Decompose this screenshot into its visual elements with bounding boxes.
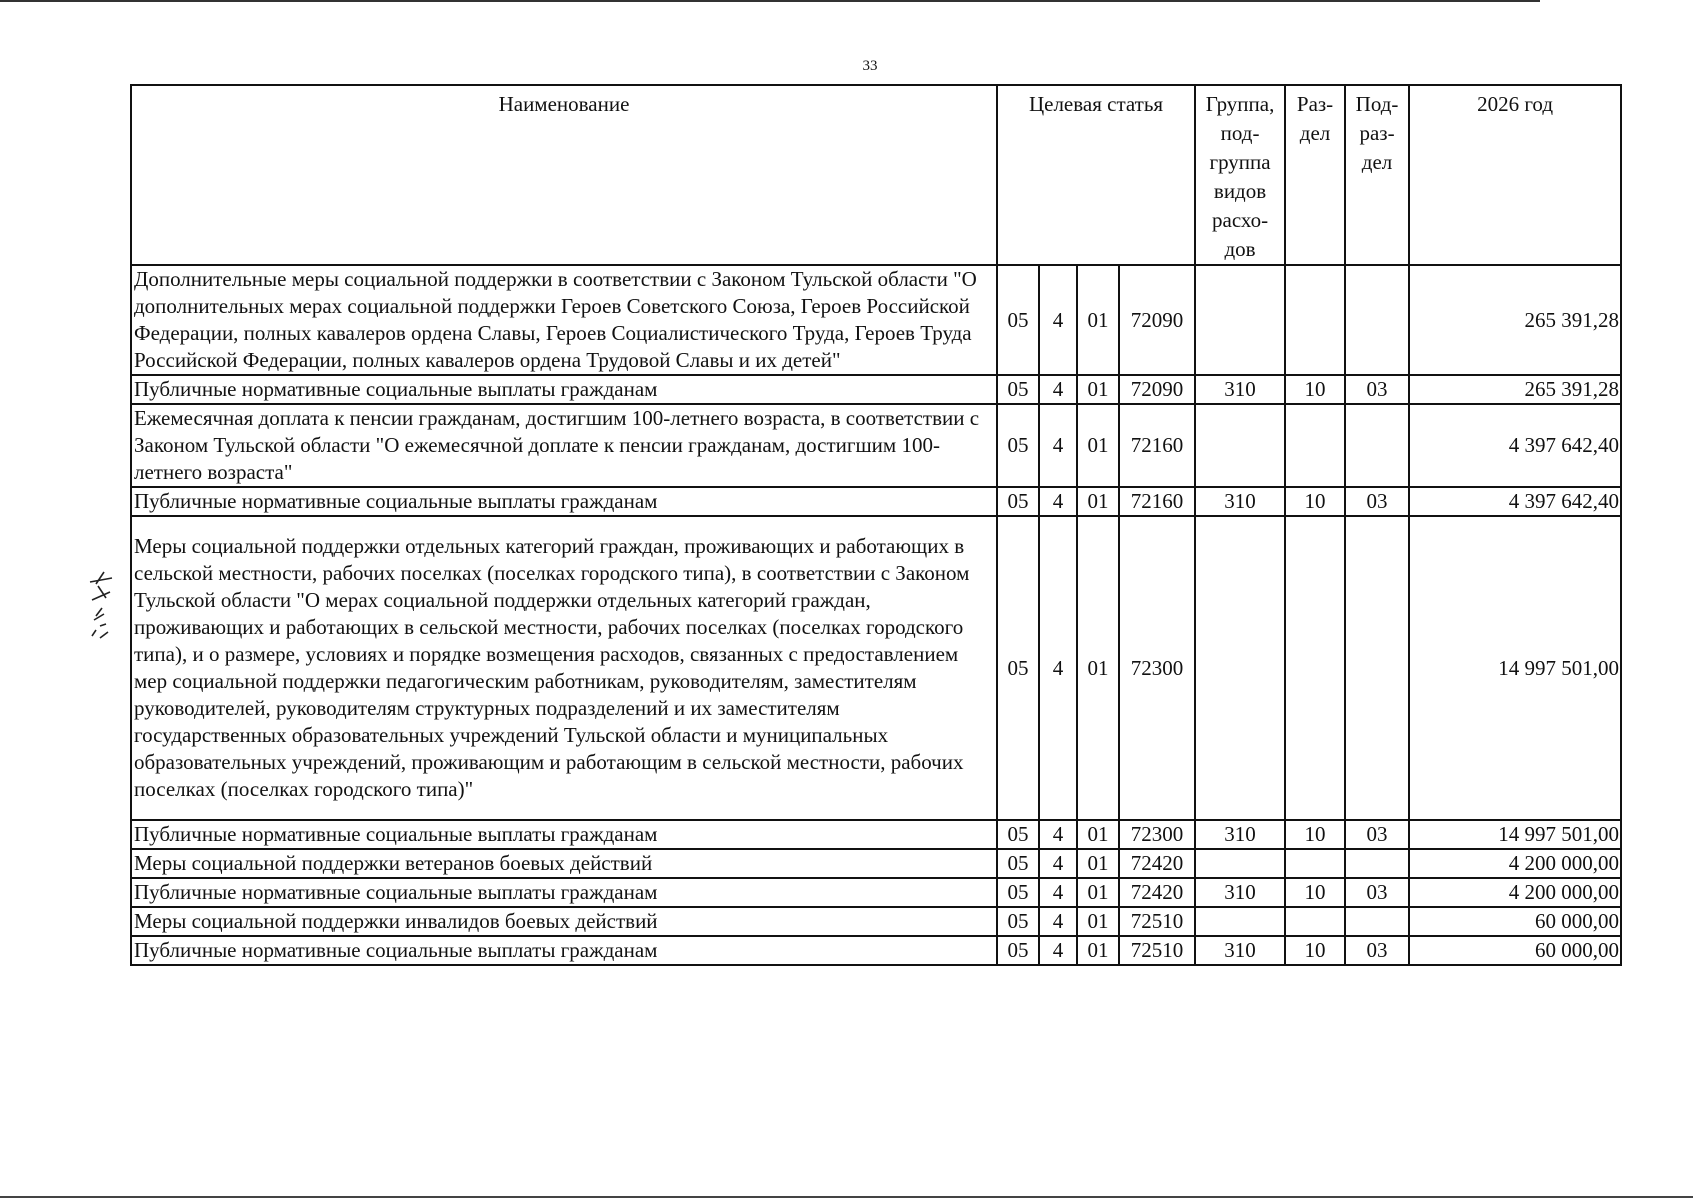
row-section: 10	[1285, 878, 1345, 907]
table-row	[131, 404, 1621, 487]
row-code-type: 4	[1039, 404, 1077, 487]
header-subsection: Под-раз-дел	[1345, 85, 1409, 265]
row-section: 10	[1285, 936, 1345, 965]
row-expense-group	[1195, 516, 1285, 820]
row-subsection: 03	[1345, 375, 1409, 404]
header-name: Наименование	[131, 85, 997, 265]
row-section	[1285, 849, 1345, 878]
row-code-program: 05	[997, 849, 1039, 878]
row-section: 10	[1285, 487, 1345, 516]
row-name: Публичные нормативные социальные выплаты гражданам	[131, 878, 997, 907]
row-expense-group	[1195, 849, 1285, 878]
table-row	[131, 936, 1621, 965]
row-code-type: 4	[1039, 487, 1077, 516]
row-amount: 265 391,28	[1409, 265, 1621, 375]
row-section	[1285, 907, 1345, 936]
row-amount: 14 997 501,00	[1409, 820, 1621, 849]
row-code-direction: 72160	[1119, 487, 1195, 516]
row-expense-group	[1195, 404, 1285, 487]
row-subsection	[1345, 404, 1409, 487]
budget-sheet	[130, 84, 1620, 966]
row-subsection	[1345, 907, 1409, 936]
handwritten-initials-mark	[84, 568, 118, 646]
row-amount: 4 397 642,40	[1409, 404, 1621, 487]
row-code-type: 4	[1039, 907, 1077, 936]
row-amount: 4 200 000,00	[1409, 849, 1621, 878]
table-row	[131, 849, 1621, 878]
row-code-direction: 72300	[1119, 820, 1195, 849]
table-row	[131, 516, 1621, 820]
row-expense-group: 310	[1195, 936, 1285, 965]
row-amount: 60 000,00	[1409, 907, 1621, 936]
row-code-direction: 72420	[1119, 878, 1195, 907]
row-code-subprogram: 01	[1077, 820, 1119, 849]
row-name: Дополнительные меры социальной поддержки в соответствии с Законом Тульской области "О дополнительных мерах социальной поддержки Героев Советского Союза, Героев Российской Федерации, полных кавалеров ордена Славы, Героев Социалистического Труда, Героев Труда Российской Федерации, полных кавалеров ордена Трудовой Славы и их детей"	[131, 265, 997, 375]
header-section: Раз-дел	[1285, 85, 1345, 265]
row-code-program: 05	[997, 878, 1039, 907]
row-code-type: 4	[1039, 516, 1077, 820]
row-code-program: 05	[997, 375, 1039, 404]
table-row	[131, 265, 1621, 375]
scan-edge-top	[0, 0, 1540, 2]
row-code-direction: 72510	[1119, 936, 1195, 965]
header-year-2026: 2026 год	[1409, 85, 1621, 265]
row-amount: 60 000,00	[1409, 936, 1621, 965]
row-amount: 4 397 642,40	[1409, 487, 1621, 516]
row-code-direction: 72090	[1119, 265, 1195, 375]
row-code-subprogram: 01	[1077, 878, 1119, 907]
row-code-subprogram: 01	[1077, 936, 1119, 965]
row-expense-group: 310	[1195, 878, 1285, 907]
row-section: 10	[1285, 375, 1345, 404]
row-amount: 14 997 501,00	[1409, 516, 1621, 820]
row-code-program: 05	[997, 404, 1039, 487]
row-code-type: 4	[1039, 936, 1077, 965]
row-code-program: 05	[997, 907, 1039, 936]
row-subsection: 03	[1345, 936, 1409, 965]
header-expense-group: Группа, под-группа видов расхо-дов	[1195, 85, 1285, 265]
row-code-program: 05	[997, 265, 1039, 375]
table-row	[131, 820, 1621, 849]
row-subsection	[1345, 516, 1409, 820]
row-name: Публичные нормативные социальные выплаты гражданам	[131, 820, 997, 849]
row-section	[1285, 404, 1345, 487]
row-name: Ежемесячная доплата к пенсии гражданам, достигшим 100-летнего возраста, в соответствии с Законом Тульской области "О ежемесячной доплате к пенсии гражданам, достигшим 100-летнего возраста"	[131, 404, 997, 487]
row-subsection	[1345, 265, 1409, 375]
row-code-subprogram: 01	[1077, 265, 1119, 375]
row-code-subprogram: 01	[1077, 849, 1119, 878]
row-code-direction: 72160	[1119, 404, 1195, 487]
page-number: 33	[862, 58, 878, 74]
table-row	[131, 487, 1621, 516]
row-code-type: 4	[1039, 849, 1077, 878]
row-expense-group: 310	[1195, 820, 1285, 849]
row-amount: 4 200 000,00	[1409, 878, 1621, 907]
row-name: Меры социальной поддержки ветеранов боевых действий	[131, 849, 997, 878]
row-name: Публичные нормативные социальные выплаты гражданам	[131, 375, 997, 404]
table-row	[131, 878, 1621, 907]
row-expense-group	[1195, 907, 1285, 936]
row-code-type: 4	[1039, 265, 1077, 375]
row-code-subprogram: 01	[1077, 404, 1119, 487]
scan-edge-bottom	[0, 1196, 1693, 1198]
row-expense-group	[1195, 265, 1285, 375]
row-name: Публичные нормативные социальные выплаты гражданам	[131, 487, 997, 516]
row-code-subprogram: 01	[1077, 516, 1119, 820]
row-code-direction: 72510	[1119, 907, 1195, 936]
row-subsection	[1345, 849, 1409, 878]
row-code-type: 4	[1039, 878, 1077, 907]
row-code-subprogram: 01	[1077, 487, 1119, 516]
row-code-direction: 72300	[1119, 516, 1195, 820]
row-subsection: 03	[1345, 878, 1409, 907]
row-name: Меры социальной поддержки инвалидов боевых действий	[131, 907, 997, 936]
row-code-subprogram: 01	[1077, 907, 1119, 936]
table-row	[131, 375, 1621, 404]
row-section	[1285, 265, 1345, 375]
row-section	[1285, 516, 1345, 820]
row-name: Публичные нормативные социальные выплаты гражданам	[131, 936, 997, 965]
row-subsection: 03	[1345, 820, 1409, 849]
table-header-row	[131, 85, 1621, 265]
row-expense-group: 310	[1195, 375, 1285, 404]
row-section: 10	[1285, 820, 1345, 849]
row-code-subprogram: 01	[1077, 375, 1119, 404]
row-subsection: 03	[1345, 487, 1409, 516]
header-target-article: Целевая статья	[997, 85, 1195, 265]
row-code-program: 05	[997, 516, 1039, 820]
row-expense-group: 310	[1195, 487, 1285, 516]
row-code-direction: 72090	[1119, 375, 1195, 404]
row-code-program: 05	[997, 487, 1039, 516]
table-row	[131, 907, 1621, 936]
row-code-direction: 72420	[1119, 849, 1195, 878]
row-name: Меры социальной поддержки отдельных категорий граждан, проживающих и работающих в сельской местности, рабочих поселках (поселках городского типа), в соответствии с Законом Тульской области "О мерах социальной поддержки отдельных категорий граждан, проживающих и работающих в сельской местности, рабочих поселках (поселках городского типа), и о размере, условиях и порядке возмещения расходов, связанных с предоставлением мер социальной поддержки педагогическим работникам, руководителям, заместителям руководителей, руководителям структурных подразделений и их заместителям государственных образовательных учреждений Тульской области и муниципальных образовательных учреждений, проживающим и работающим в сельской местности, рабочих поселках (поселках городского типа)"	[131, 516, 997, 820]
row-code-program: 05	[997, 820, 1039, 849]
budget-table	[130, 84, 1622, 966]
row-code-type: 4	[1039, 375, 1077, 404]
row-code-type: 4	[1039, 820, 1077, 849]
row-code-program: 05	[997, 936, 1039, 965]
row-amount: 265 391,28	[1409, 375, 1621, 404]
